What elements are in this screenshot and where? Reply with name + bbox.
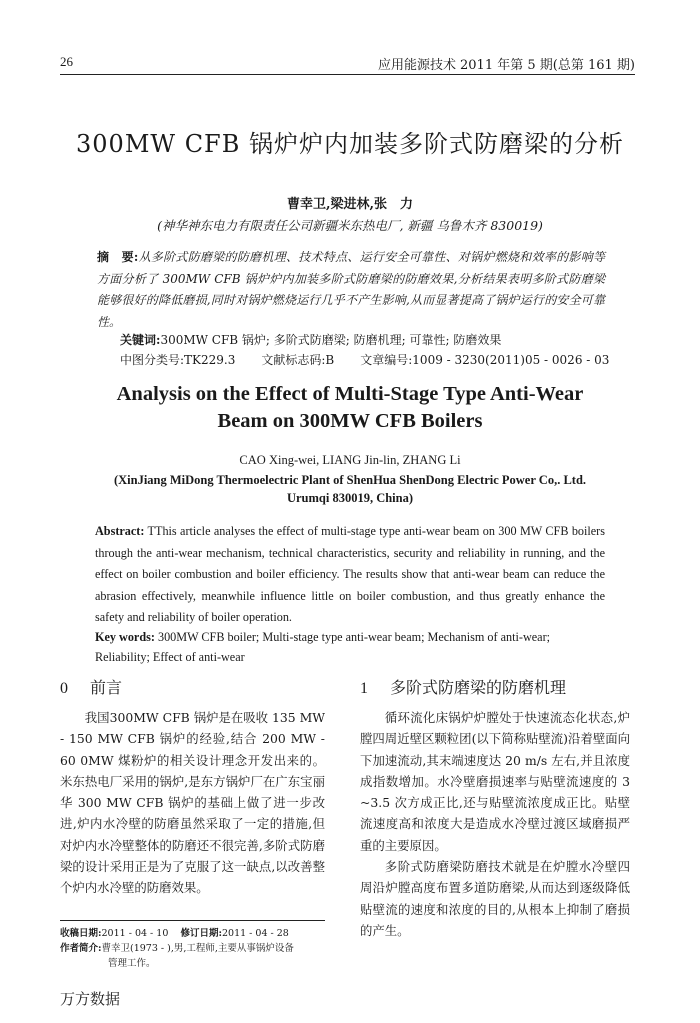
keywords-chinese-text: 300MW CFB 锅炉; 多阶式防磨梁; 防磨机理; 可靠性; 防磨效果 [160,333,502,347]
journal-name: 应用能源技术 [378,58,457,73]
title-english-line1: Analysis on the Effect of Multi-Stage Type Anti-Wear [116,383,584,405]
running-header [60,52,635,75]
title-english [0,381,700,435]
keywords-chinese-label: 关键词: [120,333,161,347]
bio-label: 作者简介: [60,943,102,954]
section-1-paragraph-2: 多阶式防磨梁防磨技术就是在炉膛水冷壁四周沿炉膛高度布置多道防磨梁,从而达到逐级降低贴壁流的速度和浓度的目的,从根本上抑制了磨损的产生。 [360,859,630,938]
authors-english: CAO Xing-wei, LIANG Jin-lin, ZHANG Li [239,453,461,467]
section-1-title: 多阶式防磨梁的防磨机理 [390,678,567,697]
section-0-number: 0 [60,680,68,697]
classification-line [120,351,640,368]
bio-line-1: 曹幸卫(1973 - ),男,工程师,主要从事锅炉设备 [101,943,294,954]
section-0-title: 前言 [90,678,123,697]
affiliation-chinese: (神华神东电力有限责任公司新疆米东热电厂, 新疆 乌鲁木齐 830019) [157,218,543,233]
revised-label: 修订日期: [180,928,222,939]
abstract-english [95,521,605,629]
affiliation-english-line1: (XinJiang MiDong Thermoelectric Plant of ShenHua ShenDong Electric Power Co,. Ltd. [113,473,587,487]
abstract-english-text: TThis article analyses the effect of multi-stage type anti-wear beam on 300 MW CFB boilers through the anti-wear mechanism, technical characteristics, security and reliability in running, and the effect on boiler combustion and boiler efficiency. The results show that anti-wear beam can reduce the abrasion effectively, meanwhile influence little on boiler combustion, and thus greatly enhance the safety and reliability of boiler operation. [95,524,605,624]
section-1-number: 1 [360,680,368,697]
keywords-english-label: Key words: [95,630,155,644]
bio-line-2: 管理工作。 [108,958,156,969]
authors-chinese: 曹幸卫,梁进林,张 力 [286,197,414,212]
abstract-english-label: Abstract: [95,524,145,538]
article-number: 文章编号:1009 - 3230(2011)05 - 0026 - 03 [360,353,610,367]
received-label: 收稿日期: [60,928,102,939]
issue-info: 2011 年第 5 期(总第 161 期) [460,58,635,73]
abstract-chinese-text: 从多阶式防磨梁的防磨机理、技术特点、运行安全可靠性、对锅炉燃烧和效率的影响等方面分析了 300MW CFB 锅炉炉内加装多阶式防磨梁的防磨效果,分析结果表明多阶式防磨梁能够很好的降低磨损,同时对锅炉燃烧运行几乎不产生影响,从而显著提高了锅炉运行的安全可靠性。 [97,250,605,329]
clc-number: 中图分类号:TK229.3 [120,353,236,367]
section-0-heading [60,675,325,701]
right-column [360,675,630,941]
footnote-bio [60,941,325,956]
title-chinese: 300MW CFB 锅炉炉内加装多阶式防磨梁的分析 [76,130,624,158]
footnote [60,920,325,971]
keywords-chinese [120,331,620,348]
received-date: 2011 - 04 - 10 [101,928,169,939]
watermark: 万方数据 [60,990,121,1008]
left-column [60,675,325,899]
section-0-paragraph: 我国300MW CFB 锅炉是在吸收 135 MW - 150 MW CFB 锅炉的经验,结合 200 MW - 60 0MW 煤粉炉的相关设计理念开发出来的。米东热电厂采用的锅炉,是东方锅炉厂在广东宝丽华 300 MW CFB 锅炉的基础上做了进一步改进,炉内水冷壁的防磨虽然采取了一定的措施,但对炉内水冷壁整体的防磨还不很完善,多阶式防磨梁的设计采用正是为了克服了这一缺点,以改善整个炉内水冷壁的防磨效果。 [60,710,326,896]
affiliation-english-line2: Urumqi 830019, China) [286,491,414,505]
section-1-heading [360,675,630,701]
affiliation-english [0,471,700,507]
title-english-line2: Beam on 300MW CFB Boilers [217,410,483,432]
document-code: 文献标志码:B [261,353,335,367]
keywords-english-text: 300MW CFB boiler; Multi-stage type anti-wear beam; Mechanism of anti-wear; Reliability; Effect of anti-wear [95,630,551,664]
revised-date: 2011 - 04 - 28 [221,928,289,939]
abstract-chinese-label: 摘 要: [97,250,139,264]
footnote-dates [60,926,325,941]
page-number: 26 [60,54,73,69]
abstract-chinese [97,247,605,333]
keywords-english [95,627,605,667]
section-1-paragraph-1: 循环流化床锅炉炉膛处于快速流态化状态,炉膛四周近壁区颗粒团(以下简称贴壁流)沿着壁面向下加速流动,其末端速度达 20 m/s 左右,并且浓度成指数增加。水冷壁磨损速率与贴壁流速度的 3 ~3.5 次方成正比,还与贴壁流浓度成正比。贴壁流速度高和浓度大是造成水冷壁过渡区域磨损严重的主要原因。 [360,710,630,853]
